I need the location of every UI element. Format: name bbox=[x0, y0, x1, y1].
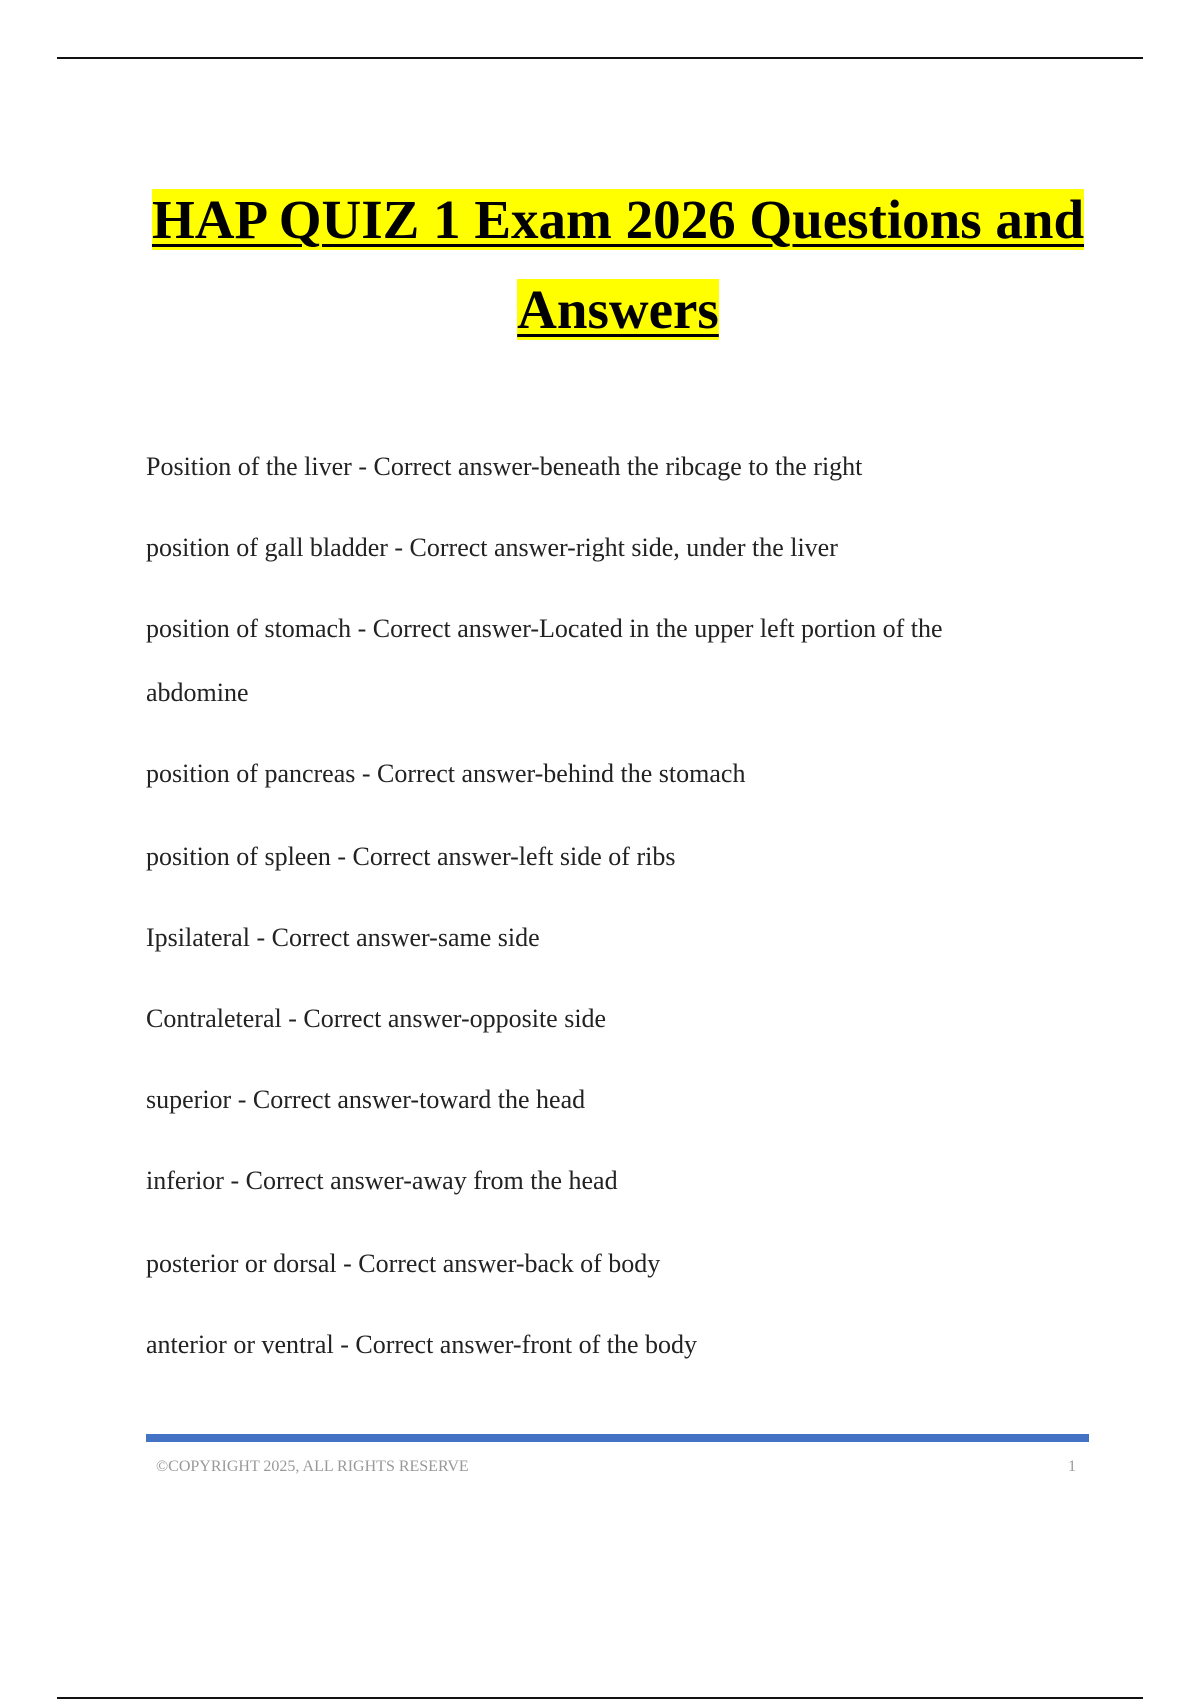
qa-line-inferior: inferior - Correct answer-away from the head bbox=[146, 1166, 618, 1195]
qa-line-posterior: posterior or dorsal - Correct answer-back of body bbox=[146, 1249, 661, 1278]
page-title bbox=[0, 175, 1200, 355]
title-line-2: Answers bbox=[517, 279, 719, 340]
qa-line-liver: Position of the liver - Correct answer-beneath the ribcage to the right bbox=[146, 452, 863, 481]
qa-line-stomach-cont: abdomine bbox=[146, 678, 249, 707]
qa-line-stomach: position of stomach - Correct answer-Located in the upper left portion of the bbox=[146, 614, 943, 643]
footer-copyright: ©COPYRIGHT 2025, ALL RIGHTS RESERVE bbox=[156, 1458, 469, 1475]
bottom-rule bbox=[57, 1697, 1143, 1699]
footer-bar bbox=[146, 1434, 1089, 1442]
title-line-1: HAP QUIZ 1 Exam 2026 Questions and bbox=[151, 189, 1085, 250]
footer-page-number: 1 bbox=[1068, 1458, 1076, 1475]
qa-line-contralateral: Contraleteral - Correct answer-opposite side bbox=[146, 1004, 607, 1033]
qa-line-anterior: anterior or ventral - Correct answer-front of the body bbox=[146, 1330, 698, 1359]
qa-line-pancreas: position of pancreas - Correct answer-behind the stomach bbox=[146, 759, 746, 788]
qa-line-spleen: position of spleen - Correct answer-left side of ribs bbox=[146, 842, 676, 871]
qa-line-gall-bladder: position of gall bladder - Correct answer-right side, under the liver bbox=[146, 533, 838, 562]
top-rule bbox=[57, 57, 1143, 59]
qa-line-superior: superior - Correct answer-toward the head bbox=[146, 1085, 586, 1114]
qa-line-ipsilateral: Ipsilateral - Correct answer-same side bbox=[146, 923, 540, 952]
